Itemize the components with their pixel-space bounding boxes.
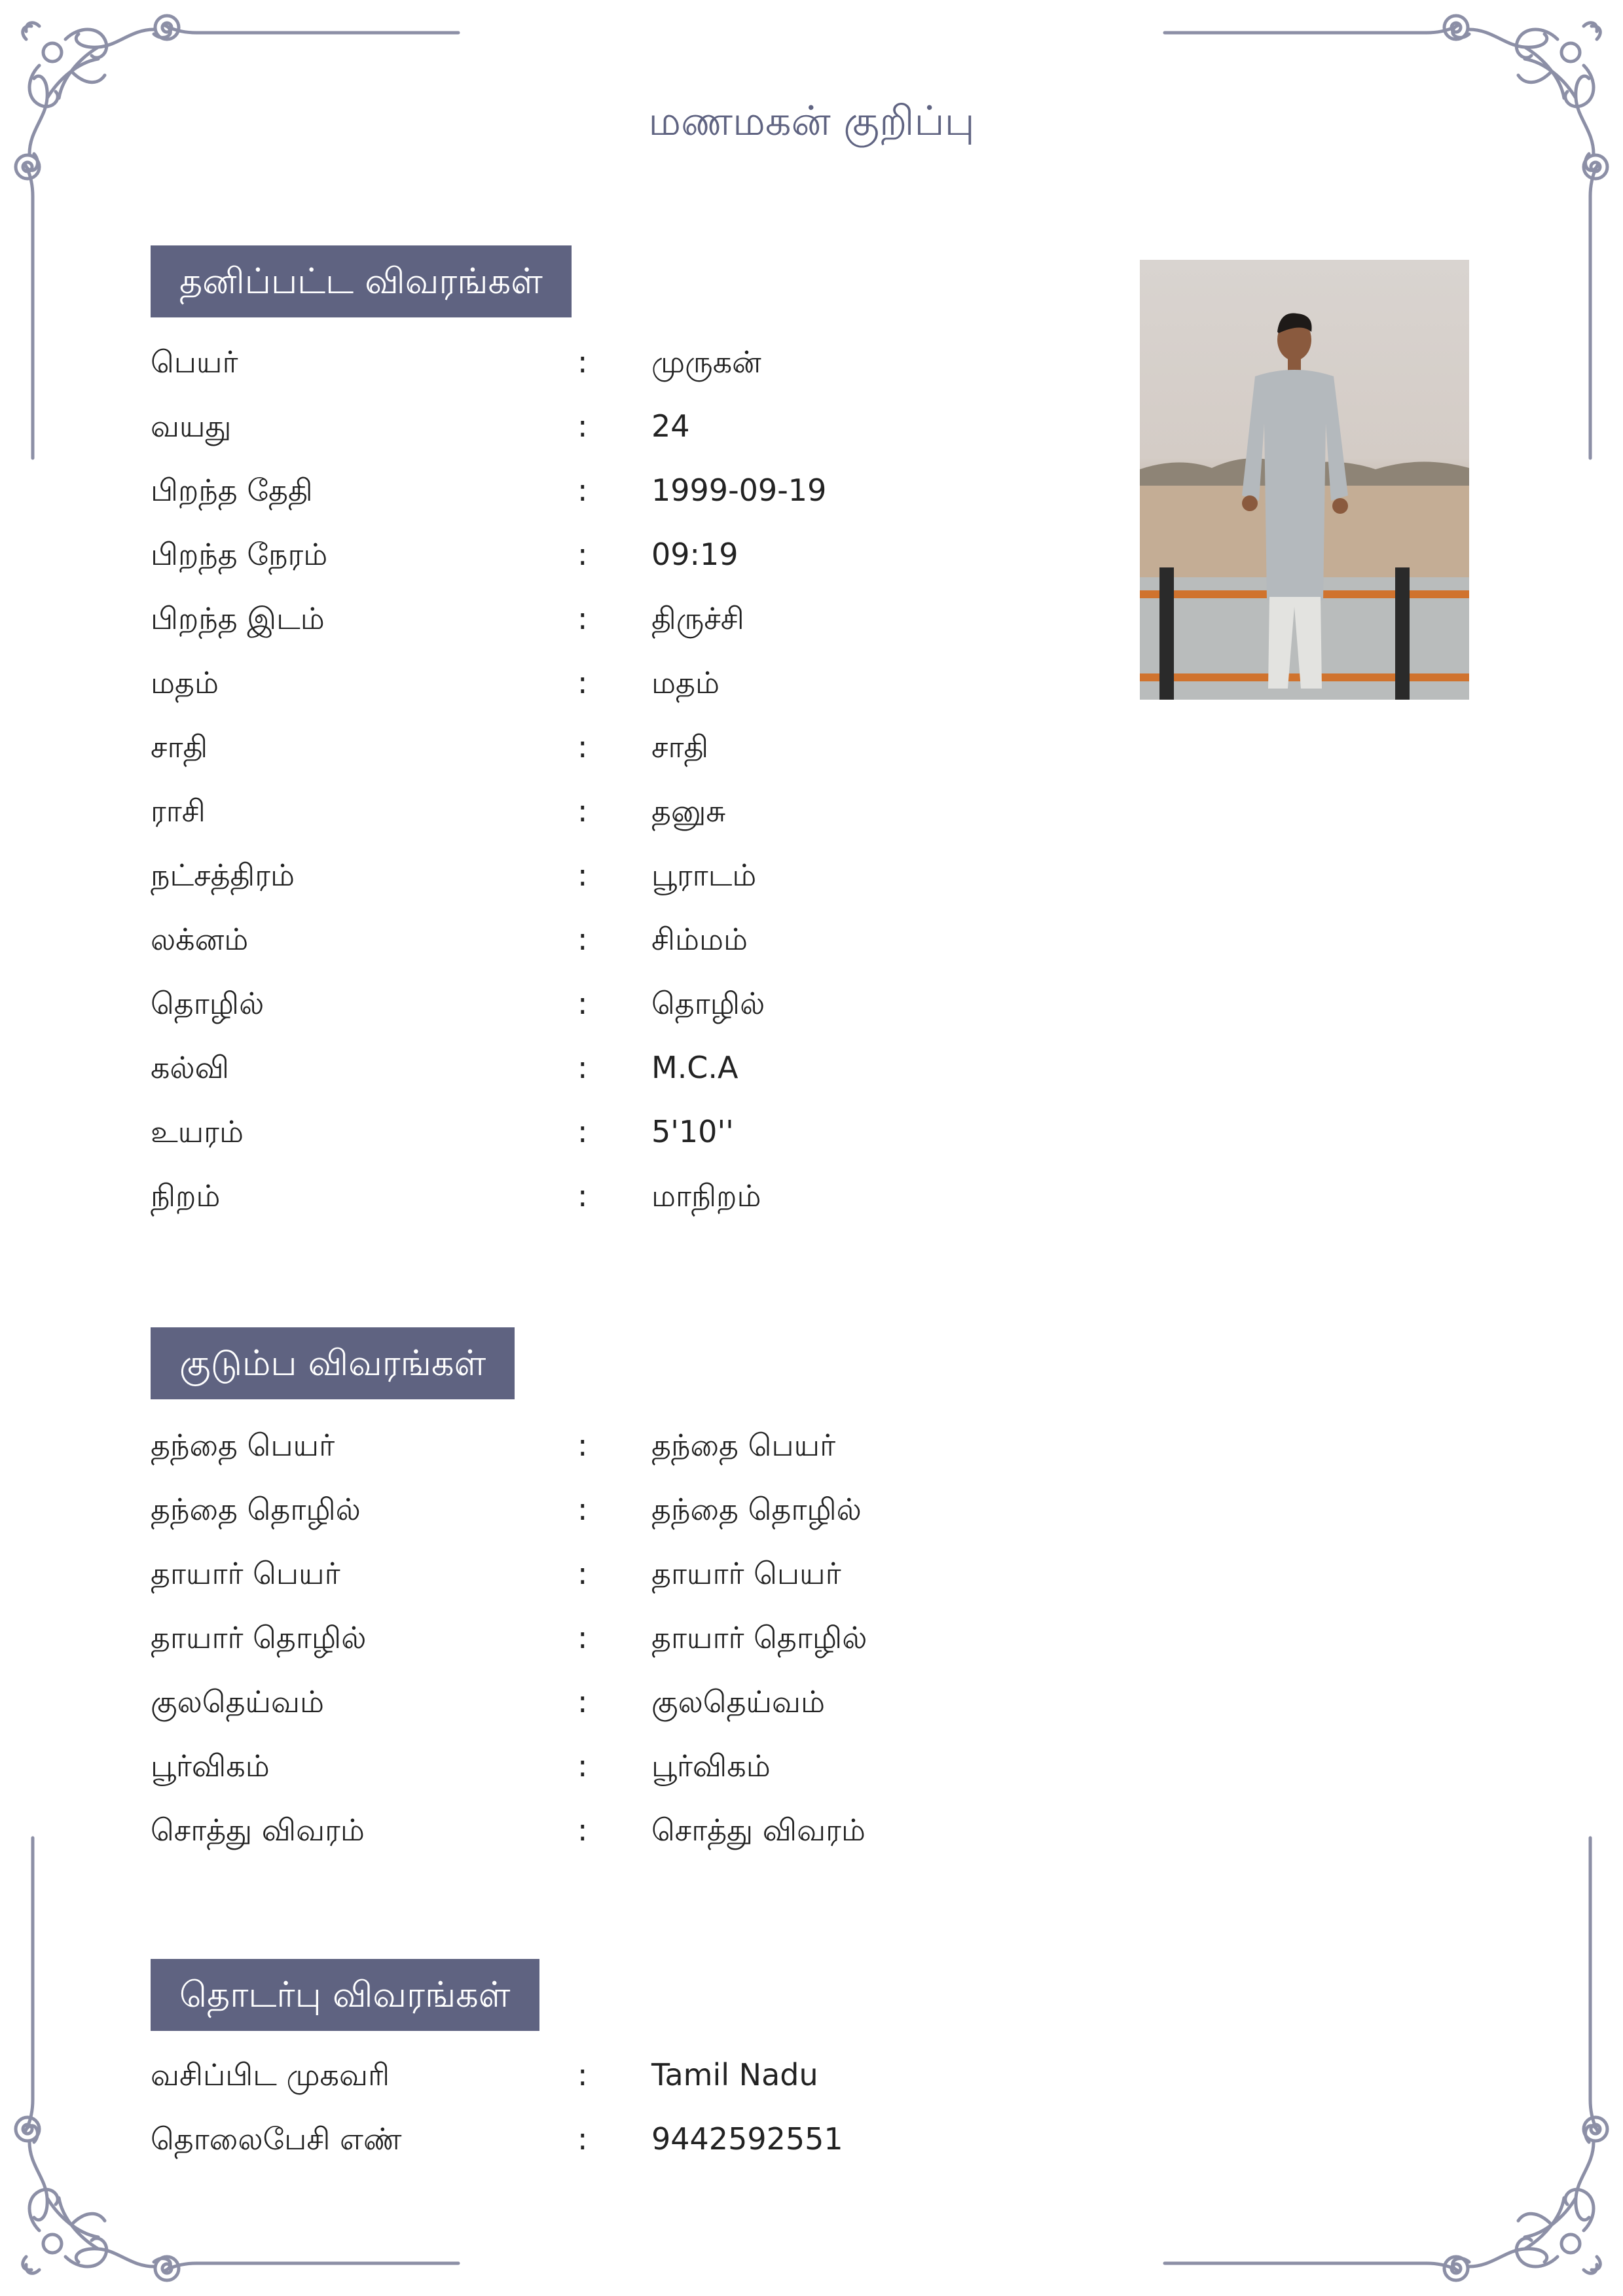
detail-value: தாயார் பெயர்: [651, 1556, 841, 1591]
separator: :: [577, 665, 588, 700]
detail-value: தாயார் தொழில்: [651, 1620, 867, 1655]
family-details-list: [151, 1413, 1067, 1862]
detail-label: தாயார் தொழில்: [151, 1620, 367, 1655]
separator: :: [577, 729, 588, 764]
detail-row-native-place: [151, 1734, 1067, 1798]
separator: :: [577, 537, 588, 572]
detail-row-star: [151, 843, 1067, 907]
detail-row-birth-date: [151, 458, 1067, 522]
detail-value: மாநிறம்: [651, 1178, 761, 1213]
detail-value: தொழில்: [651, 986, 765, 1021]
detail-row-education: [151, 1035, 1067, 1100]
detail-value: M.C.A: [651, 1050, 739, 1085]
detail-label: பிறந்த இடம்: [151, 601, 325, 636]
detail-label: சொத்து விவரம்: [151, 1812, 365, 1848]
detail-value: 9442592551: [651, 2121, 843, 2157]
detail-value: Tamil Nadu: [651, 2057, 818, 2092]
groom-photo: [1140, 260, 1469, 700]
detail-value: சாதி: [651, 729, 709, 764]
detail-row-mother-occupation: [151, 1605, 1067, 1670]
personal-details-list: [151, 330, 1067, 1228]
separator: :: [577, 473, 588, 508]
detail-value: முருகன்: [651, 344, 761, 380]
detail-label: தாயார் பெயர்: [151, 1556, 340, 1591]
detail-label: வசிப்பிட முகவரி: [151, 2057, 390, 2092]
detail-value: திருச்சி: [651, 601, 744, 636]
detail-label: பிறந்த நேரம்: [151, 537, 328, 572]
detail-label: பிறந்த தேதி: [151, 473, 313, 508]
detail-label: நட்சத்திரம்: [151, 857, 295, 893]
detail-row-name: [151, 330, 1067, 394]
detail-value: 24: [651, 408, 690, 444]
detail-row-address: [151, 2043, 1067, 2107]
separator: :: [577, 1748, 588, 1784]
detail-row-father-name: [151, 1413, 1067, 1477]
detail-label: தொழில்: [151, 986, 264, 1021]
separator: :: [577, 408, 588, 444]
detail-label: குலதெய்வம்: [151, 1684, 325, 1719]
detail-value: சிம்மம்: [651, 922, 748, 957]
detail-row-rasi: [151, 779, 1067, 843]
detail-row-occupation: [151, 971, 1067, 1035]
detail-label: நிறம்: [151, 1178, 221, 1213]
detail-row-complexion: [151, 1164, 1067, 1228]
detail-value: தந்தை தொழில்: [651, 1492, 862, 1527]
detail-label: மதம்: [151, 665, 219, 700]
separator: :: [577, 1114, 588, 1149]
detail-value: 09:19: [651, 537, 739, 572]
detail-row-family-deity: [151, 1670, 1067, 1734]
detail-label: தொலைபேசி எண்: [151, 2121, 402, 2157]
separator: :: [577, 1556, 588, 1591]
separator: :: [577, 857, 588, 893]
separator: :: [577, 986, 588, 1021]
detail-label: பெயர்: [151, 344, 238, 380]
detail-label: கல்வி: [151, 1050, 229, 1085]
detail-value: பூராடம்: [651, 857, 757, 893]
page-title: மணமகன் குறிப்பு: [648, 97, 975, 145]
separator: :: [577, 793, 588, 829]
separator: :: [577, 1812, 588, 1848]
detail-value: பூர்விகம்: [651, 1748, 771, 1784]
detail-row-birth-place: [151, 586, 1067, 651]
detail-label: பூர்விகம்: [151, 1748, 270, 1784]
detail-value: தனுசு: [651, 793, 726, 829]
detail-label: தந்தை பெயர்: [151, 1427, 335, 1463]
separator: :: [577, 1178, 588, 1213]
detail-value: மதம்: [651, 665, 720, 700]
separator: :: [577, 1620, 588, 1655]
detail-row-religion: [151, 651, 1067, 715]
personal-details-heading: தனிப்பட்ட விவரங்கள்: [151, 245, 572, 317]
separator: :: [577, 2057, 588, 2092]
detail-value: தந்தை பெயர்: [651, 1427, 836, 1463]
family-details-heading: குடும்ப விவரங்கள்: [151, 1327, 515, 1399]
detail-row-mother-name: [151, 1541, 1067, 1605]
separator: :: [577, 1427, 588, 1463]
detail-label: ராசி: [151, 793, 206, 829]
detail-value: குலதெய்வம்: [651, 1684, 826, 1719]
detail-row-height: [151, 1100, 1067, 1164]
detail-row-caste: [151, 715, 1067, 779]
detail-label: சாதி: [151, 729, 208, 764]
separator: :: [577, 2121, 588, 2157]
separator: :: [577, 922, 588, 957]
separator: :: [577, 344, 588, 380]
separator: :: [577, 1050, 588, 1085]
contact-details-list: [151, 2043, 1067, 2171]
detail-row-lagnam: [151, 907, 1067, 971]
separator: :: [577, 601, 588, 636]
detail-label: உயரம்: [151, 1114, 244, 1149]
detail-label: லக்னம்: [151, 922, 249, 957]
detail-label: தந்தை தொழில்: [151, 1492, 361, 1527]
detail-row-phone: [151, 2107, 1067, 2171]
detail-value: 1999-09-19: [651, 473, 827, 508]
detail-row-assets: [151, 1798, 1067, 1862]
detail-label: வயது: [151, 408, 232, 444]
contact-details-heading: தொடர்பு விவரங்கள்: [151, 1959, 539, 2031]
groom-photo-icon: [1140, 260, 1469, 700]
detail-row-age: [151, 394, 1067, 458]
separator: :: [577, 1684, 588, 1719]
separator: :: [577, 1492, 588, 1527]
detail-value: சொத்து விவரம்: [651, 1812, 866, 1848]
detail-value: 5'10'': [651, 1114, 734, 1149]
detail-row-father-occupation: [151, 1477, 1067, 1541]
detail-row-birth-time: [151, 522, 1067, 586]
